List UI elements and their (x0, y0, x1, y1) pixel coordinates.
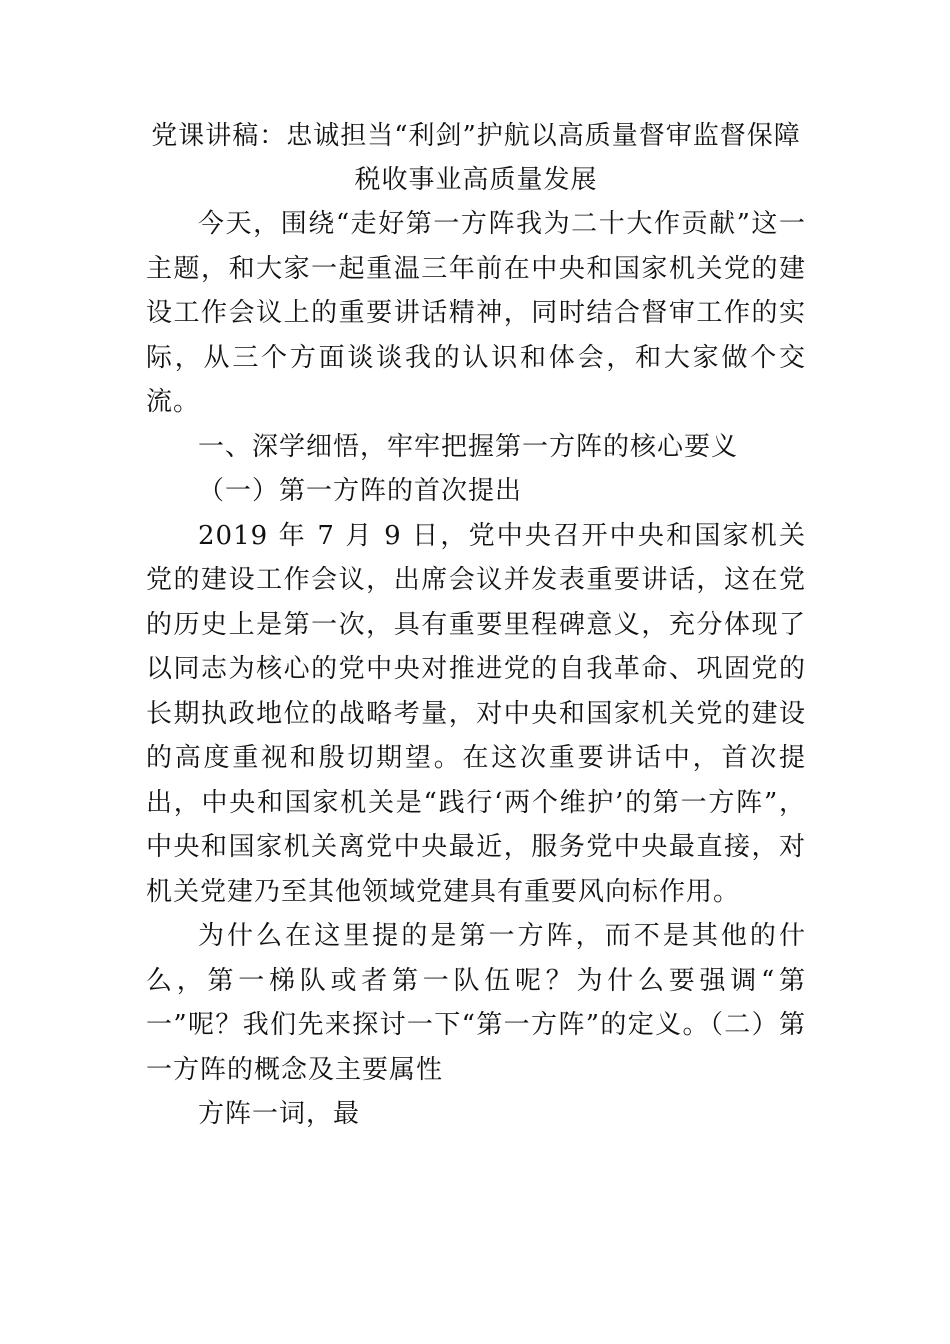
document-title-line-1: 党课讲稿：忠诚担当“利剑”护航以高质量督审监督保障 (151, 121, 801, 151)
intro-paragraph: 今天，围绕“走好第一方阵我为二十大作贡献”这一主题，和大家一起重温三年前在中央和国家机关党的建设工作会议上的重要讲话精神，同时结合督审工作的实际，从三个方面谈谈我的认识和体会，和大家做个交流。 (146, 209, 806, 417)
body-paragraph-3: 方阵一词，最 (198, 1099, 361, 1129)
subsection-heading-1: （一）第一方阵的首次提出 (198, 476, 523, 506)
document-body (146, 114, 806, 1137)
body-paragraph-1: 2019 年 7 月 9 日，党中央召开中央和国家机关党的建设工作会议，出席会议并发表重要讲话，这在党的历史上是第一次，具有重要里程碑意义，充分体现了以同志为核心的党中央对推进党的自我革命、巩固党的长期执政地位的战略考量，对中央和国家机关党的建设的高度重视和殷切期望。在这次重要讲话中，首次提出，中央和国家机关是“践行‘两个维护’的第一方阵”，中央和国家机关离党中央最近，服务党中央最直接，对机关党建乃至其他领域党建具有重要风向标作用。 (146, 520, 806, 907)
document-title-line-2: 税收事业高质量发展 (354, 165, 598, 195)
body-paragraph-2: 为什么在这里提的是第一方阵，而不是其他的什么，第一梯队或者第一队伍呢？为什么要强调“第一”呢？我们先来探讨一下“第一方阵”的定义。（二）第一方阵的概念及主要属性 (146, 921, 806, 1085)
section-heading-1: 一、深学细悟，牢牢把握第一方阵的核心要义 (198, 431, 739, 462)
